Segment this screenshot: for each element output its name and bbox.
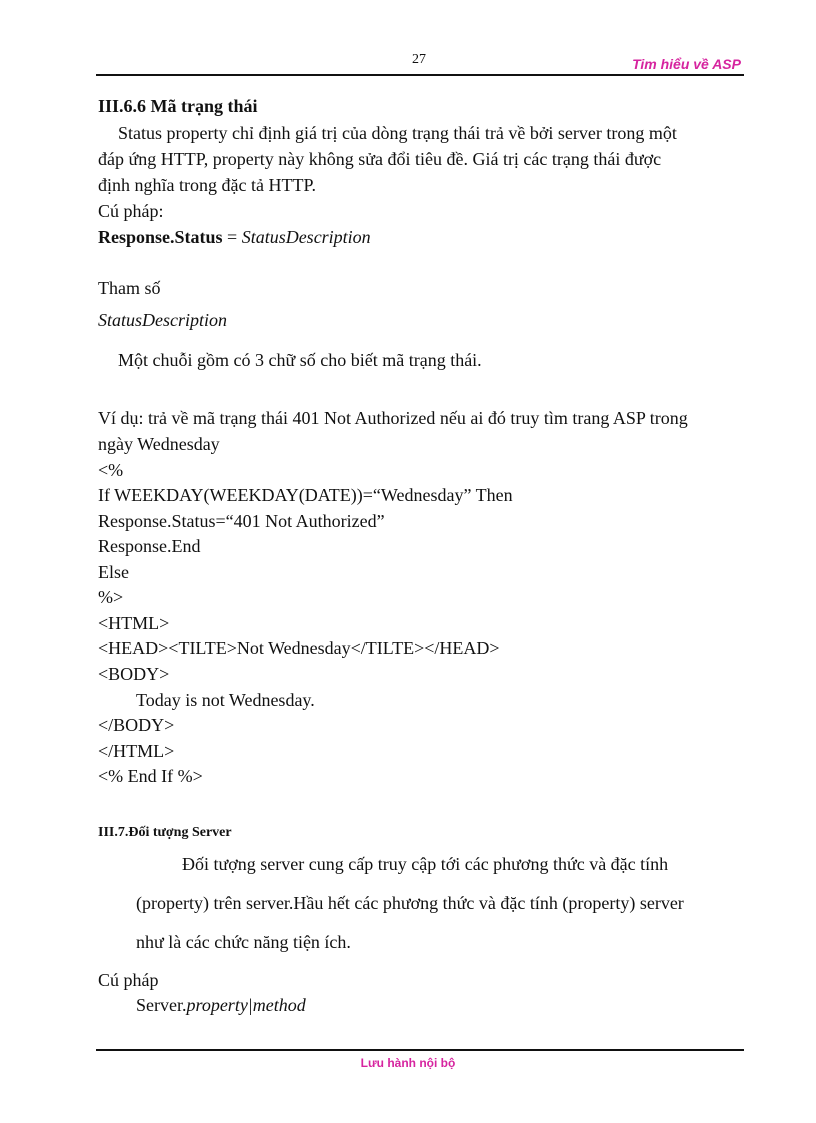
code-line: If WEEKDAY(WEEKDAY(DATE))=“Wednesday” Then <box>98 485 513 505</box>
section-heading-server: III.7.Đối tượng Server <box>98 825 232 840</box>
page-number: 27 <box>412 52 426 67</box>
status-paragraph-line-3: định nghĩa trong đặc tả HTTP. <box>98 175 316 195</box>
server-paragraph-line-1: Đối tượng server cung cấp truy cập tới các phương thức và đặc tính <box>182 854 669 874</box>
code-line: <BODY> <box>98 664 170 684</box>
code-line: </BODY> <box>98 715 175 735</box>
status-paragraph-line-1: Status property chỉ định giá trị của dòng trạng thái trả về bởi server trong một <box>118 123 677 143</box>
document-title: Tim hiểu về ASP <box>632 56 741 72</box>
syntax-equals: = <box>222 227 242 247</box>
code-line: Response.Status=“401 Not Authorized” <box>98 511 385 531</box>
status-paragraph-line-2: đáp ứng HTTP, property này không sửa đổi tiêu đề. Giá trị các trạng thái được <box>98 149 662 169</box>
code-line: Else <box>98 562 129 582</box>
code-line: %> <box>98 587 124 607</box>
example-line-1: Ví dụ: trả về mã trạng thái 401 Not Authorized nếu ai đó truy tìm trang ASP trong <box>98 408 688 428</box>
syntax-parameter: StatusDescription <box>241 227 371 247</box>
code-line: <% End If %> <box>98 766 203 786</box>
server-paragraph-line-3: như là các chức năng tiện ích. <box>136 932 351 952</box>
parameter-description: Một chuỗi gồm có 3 chữ số cho biết mã trạng thái. <box>118 350 482 370</box>
footer-rule <box>96 1049 744 1051</box>
section-heading-status: III.6.6 Mã trạng thái <box>98 96 258 116</box>
syntax-label: Cú pháp: <box>98 201 164 221</box>
parameters-label: Tham số <box>98 278 161 298</box>
server-paragraph-line-2: (property) trên server.Hầu hết các phương thức và đặc tính (property) server <box>136 893 684 913</box>
code-line: <HTML> <box>98 613 170 633</box>
code-line: </HTML> <box>98 741 175 761</box>
header-rule <box>96 74 744 76</box>
server-syntax-label: Cú pháp <box>98 970 159 990</box>
example-line-2: ngày Wednesday <box>98 434 220 454</box>
syntax-line <box>98 227 371 247</box>
code-line: <% <box>98 460 124 480</box>
server-syntax-line <box>136 995 306 1015</box>
server-syntax-members: property|method <box>186 995 306 1015</box>
code-line: <HEAD><TILTE>Not Wednesday</TILTE></HEAD> <box>98 638 500 658</box>
code-line: Response.End <box>98 536 201 556</box>
footer-text: Lưu hành nội bộ <box>360 1056 456 1070</box>
code-line: Today is not Wednesday. <box>136 690 315 710</box>
parameter-name: StatusDescription <box>98 310 227 330</box>
syntax-object: Response.Status <box>98 227 223 247</box>
server-syntax-object: Server. <box>136 995 187 1015</box>
